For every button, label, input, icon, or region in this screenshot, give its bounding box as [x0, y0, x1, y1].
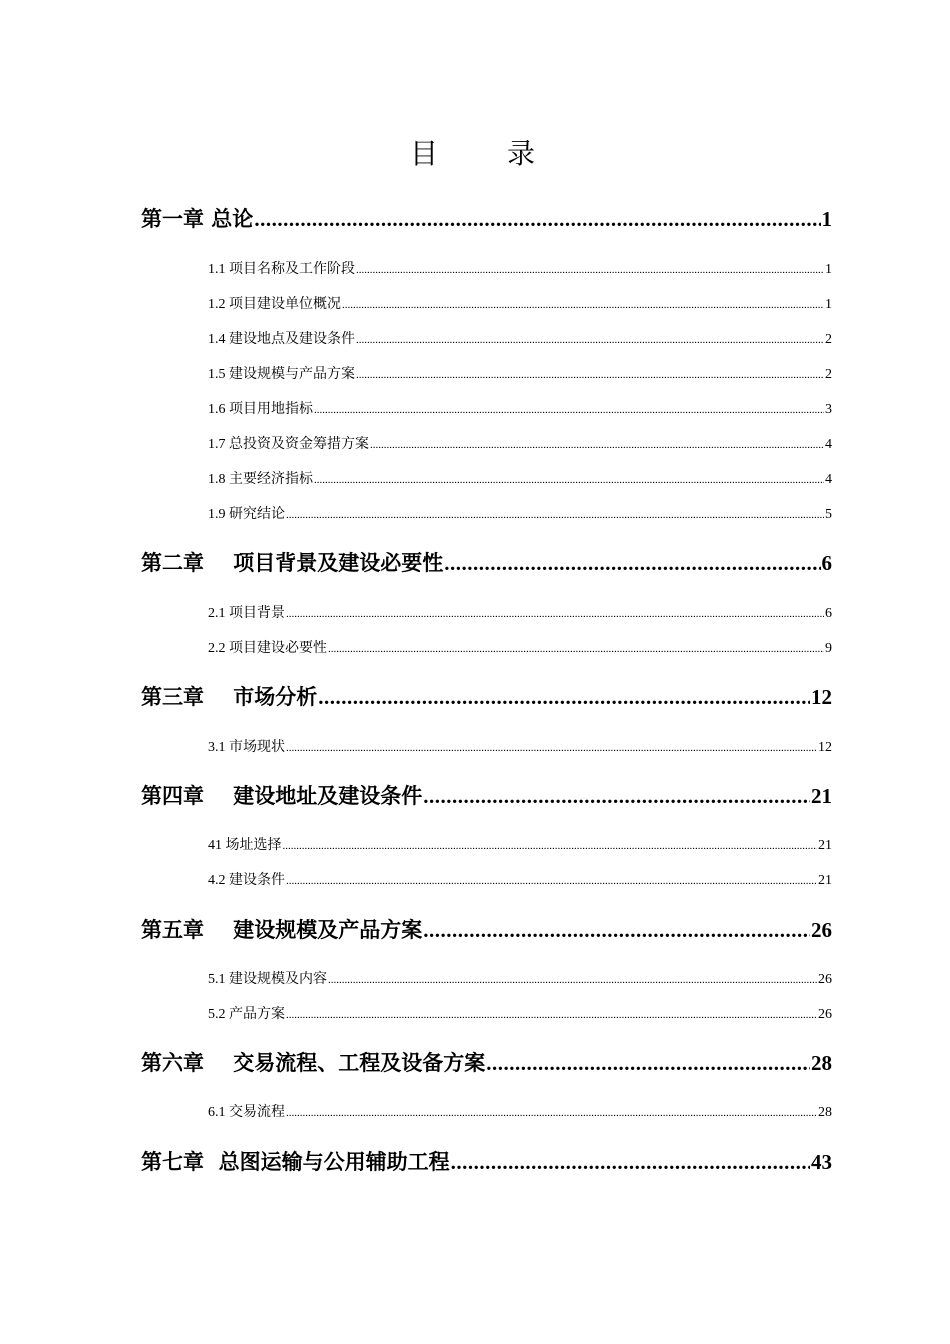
toc-section-1-2[interactable]	[208, 293, 832, 313]
toc-label: 1.7 总投资及资金筹措方案	[208, 437, 369, 452]
dot-leader	[318, 685, 810, 710]
toc-section-1-5[interactable]	[208, 363, 832, 383]
toc-label: 1.2 项目建设单位概况	[208, 297, 341, 312]
toc-label: 第三章 市场分析	[141, 685, 318, 709]
dot-leader	[342, 299, 824, 311]
toc-page-number: 5	[825, 507, 832, 522]
toc-page-number: 21	[818, 873, 832, 888]
toc-page-number: 4	[825, 437, 832, 452]
dot-leader	[328, 643, 824, 655]
toc-label: 4.2 建设条件	[208, 873, 285, 888]
toc-page-number: 2	[825, 367, 832, 382]
toc-page-number: 28	[818, 1105, 832, 1120]
toc-label: 5.2 产品方案	[208, 1007, 285, 1022]
toc-chapter-1[interactable]	[141, 203, 832, 233]
toc-label: 1.1 项目名称及工作阶段	[208, 262, 355, 277]
dot-leader	[286, 509, 824, 521]
toc-section-1-7[interactable]	[208, 433, 832, 453]
toc-label: 2.2 项目建设必要性	[208, 641, 327, 656]
toc-label: 1.9 研究结论	[208, 507, 285, 522]
toc-label: 41 场址选择	[208, 838, 282, 853]
toc-chapter-5[interactable]	[141, 914, 832, 944]
toc-page-number: 6	[825, 606, 832, 621]
toc-page-number: 12	[811, 685, 832, 709]
dot-leader	[486, 1051, 810, 1076]
dot-leader	[314, 404, 824, 416]
toc-label: 第五章 建设规模及产品方案	[141, 918, 423, 942]
toc-label: 2.1 项目背景	[208, 606, 285, 621]
dot-leader	[356, 334, 824, 346]
toc-page-number: 21	[811, 784, 832, 808]
toc-label: 1.5 建设规模与产品方案	[208, 367, 355, 382]
dot-leader	[356, 369, 824, 381]
toc-label: 5.1 建设规模及内容	[208, 972, 327, 987]
toc-label: 1.6 项目用地指标	[208, 402, 313, 417]
toc-chapter-4[interactable]	[141, 780, 832, 810]
dot-leader	[254, 207, 820, 232]
dot-leader	[423, 918, 810, 943]
toc-section-1-4[interactable]	[208, 328, 832, 348]
toc-label: 1.4 建设地点及建设条件	[208, 332, 355, 347]
toc-title: 目 录	[410, 137, 565, 170]
toc-label: 第六章 交易流程、工程及设备方案	[141, 1051, 486, 1075]
toc-label: 第二章 项目背景及建设必要性	[141, 551, 444, 575]
dot-leader	[286, 742, 817, 754]
toc-section-1-9[interactable]	[208, 503, 832, 523]
toc-page-number: 26	[818, 972, 832, 987]
toc-label: 1.8 主要经济指标	[208, 472, 313, 487]
dot-leader	[423, 784, 810, 809]
toc-page-number: 26	[818, 1007, 832, 1022]
toc-page-number: 1	[825, 262, 832, 277]
toc-page-number: 9	[825, 641, 832, 656]
toc-page-number: 1	[821, 207, 832, 231]
toc-section-1-1[interactable]	[208, 258, 832, 278]
toc-label: 6.1 交易流程	[208, 1105, 285, 1120]
toc-page-number: 1	[825, 297, 832, 312]
dot-leader	[286, 608, 824, 620]
toc-page-number: 21	[818, 838, 832, 853]
toc-page-number: 12	[818, 740, 832, 755]
toc-section-5-1[interactable]	[208, 968, 832, 988]
toc-page-number: 4	[825, 472, 832, 487]
dot-leader	[328, 974, 817, 986]
toc-label: 第一章 总论	[141, 207, 254, 231]
toc-page-number: 2	[825, 332, 832, 347]
toc-chapter-3[interactable]	[141, 681, 832, 711]
toc-section-6-1[interactable]	[208, 1101, 832, 1121]
dot-leader	[356, 264, 824, 276]
toc-chapter-7[interactable]	[141, 1146, 832, 1176]
toc-label: 第四章 建设地址及建设条件	[141, 784, 423, 808]
toc-label: 3.1 市场现状	[208, 740, 285, 755]
dot-leader	[314, 474, 824, 486]
dot-leader	[370, 439, 824, 451]
toc-page-number: 3	[825, 402, 832, 417]
toc-section-3-1[interactable]	[208, 736, 832, 756]
toc-chapter-2[interactable]	[141, 547, 832, 577]
toc-section-2-1[interactable]	[208, 602, 832, 622]
toc-page-number: 26	[811, 918, 832, 942]
toc-page-number: 28	[811, 1051, 832, 1075]
dot-leader	[451, 1150, 810, 1175]
toc-chapter-6[interactable]	[141, 1047, 832, 1077]
dot-leader	[444, 551, 820, 576]
toc-section-1-6[interactable]	[208, 398, 832, 418]
toc-page-number: 43	[811, 1150, 832, 1174]
toc-section-1-8[interactable]	[208, 468, 832, 488]
toc-section-4-2[interactable]	[208, 869, 832, 889]
toc-page-number: 6	[821, 551, 832, 575]
dot-leader	[286, 1009, 817, 1021]
toc-section-4-1[interactable]	[208, 834, 832, 854]
toc-section-2-2[interactable]	[208, 637, 832, 657]
dot-leader	[286, 1107, 817, 1119]
dot-leader	[283, 840, 818, 852]
toc-label: 第七章 总图运输与公用辅助工程	[141, 1150, 450, 1174]
dot-leader	[286, 875, 817, 887]
toc-section-5-2[interactable]	[208, 1003, 832, 1023]
